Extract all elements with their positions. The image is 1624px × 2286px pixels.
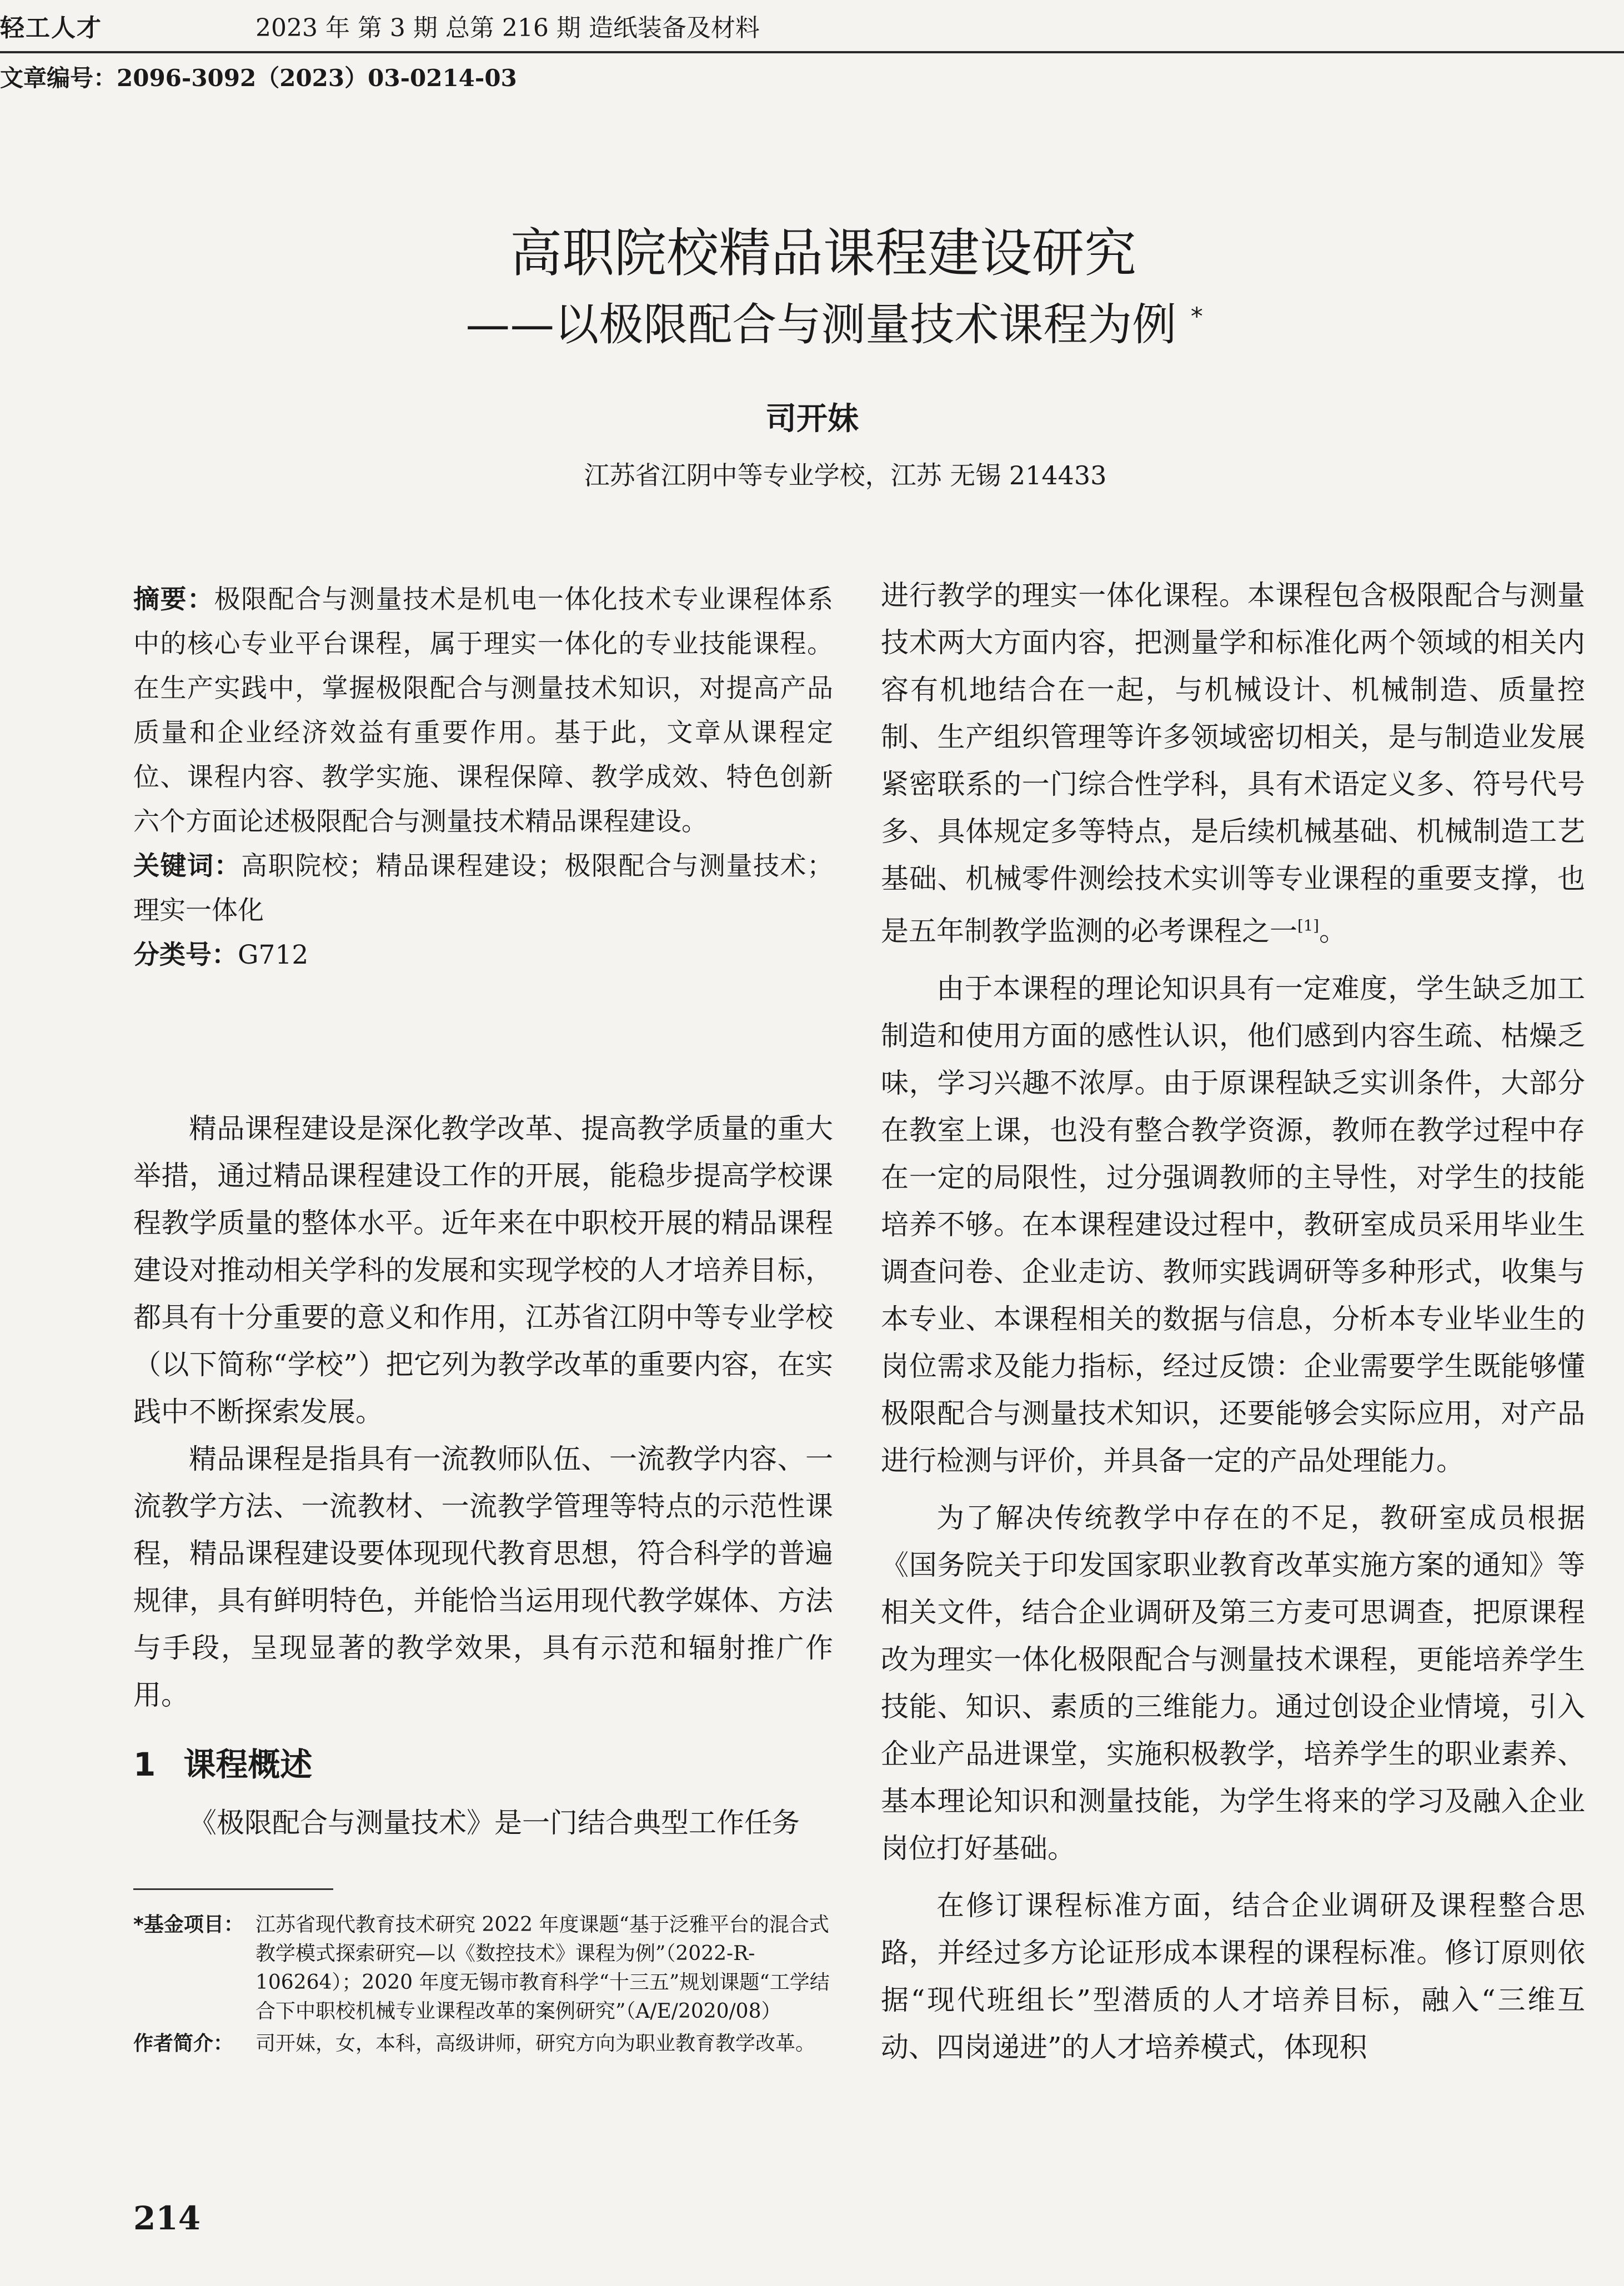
body-paragraph: 精品课程是指具有一流教师队伍、一流教学内容、一流教学方法、一流教材、一流教学管理等特点的示范性课程，精品课程建设要体现现代教育思想，符合科学的普遍规律，具有鲜明特色，并能恰当运用现代教学媒体、方法与手段，呈现显著的教学效果，具有示范和辐射推广作用。 bbox=[133, 1443, 833, 1711]
section-number: 1 bbox=[133, 1746, 156, 1783]
footnote-fund bbox=[133, 1911, 833, 2026]
header-rule bbox=[0, 51, 1624, 53]
subtitle-text: ——以极限配合与测量技术课程为例 bbox=[465, 299, 1177, 350]
author-name: 司开妹 bbox=[765, 401, 859, 437]
body-paragraph bbox=[881, 572, 1585, 955]
body-paragraph: 由于本课程的理论知识具有一定难度，学生缺乏加工制造和使用方面的感性认识，他们感到内容生疏、枯燥乏味，学习兴趣不浓厚。由于原课程缺乏实训条件，大部分在教室上课，也没有整合教学资源，教师在教学过程中存在一定的局限性，过分强调教师的主导性，对学生的技能培养不够。在本课程建设过程中，教研室成员采用毕业生调查问卷、企业走访、教师实践调研等多种形式，收集与本专业、本课程相关的数据与信息，分析本专业毕业生的岗位需求及能力指标，经过反馈：企业需要学生既能够懂极限配合与测量技术知识，还要能够会实际应用，对产品进行检测与评价，并具备一定的产品处理能力。 bbox=[881, 972, 1585, 1477]
abstract-block bbox=[133, 578, 833, 977]
body-paragraph: 为了解决传统教学中存在的不足，教研室成员根据《国务院关于印发国家职业教育改革实施方案的通知》等相关文件，结合企业调研及第三方麦可思调查，把原课程改为理实一体化极限配合与测量技术课程，更能培养学生技能、知识、素质的三维能力。通过创设企业情境，引入企业产品进课堂，实施积极教学，培养学生的职业素养、基本理论知识和测量技能，为学生将来的学习及融入企业岗位打好基础。 bbox=[881, 1501, 1585, 1864]
abstract-text: 极限配合与测量技术是机电一体化技术专业课程体系中的核心专业平台课程，属于理实一体化的专业技能课程。在生产实践中，掌握极限配合与测量技术知识，对提高产品质量和企业经济效益有重要作用。基于此，文章从课程定位、课程内容、教学实施、课程保障、教学成效、特色创新六个方面论述极限配合与测量技术精品课程建设。 bbox=[133, 584, 834, 837]
article-number: 文章编号：2096-3092（2023）03-0214-03 bbox=[0, 64, 517, 92]
footnote-text: 司开妹，女，本科，高级讲师，研究方向为职业教育教学改革。 bbox=[255, 2032, 816, 2055]
abstract-label: 摘要： bbox=[133, 584, 214, 615]
classification-label: 分类号： bbox=[133, 940, 238, 970]
footnote-label: 作者简介： bbox=[133, 2032, 234, 2055]
keywords bbox=[133, 844, 833, 933]
footnote-author bbox=[133, 2029, 833, 2058]
footnotes bbox=[133, 1911, 833, 2062]
keywords-text: 高职院校；精品课程建设；极限配合与测量技术；理实一体化 bbox=[133, 851, 834, 926]
body-paragraph: 精品课程建设是深化教学改革、提高教学质量的重大举措，通过精品课程建设工作的开展，能稳步提高学校课程教学质量的整体水平。近年来在中职校开展的精品课程建设对推动相关学科的发展和实现学校的人才培养目标，都具有十分重要的意义和作用，江苏省江阴中等专业学校（以下简称“学校”）把它列为教学改革的重要内容，在实践中不断探索发展。 bbox=[133, 1112, 833, 1428]
section-heading bbox=[133, 1741, 833, 1788]
footnote-label: *基金项目： bbox=[133, 1913, 244, 1936]
fund-mark: * bbox=[1190, 302, 1203, 331]
journal-name: 轻工人才 bbox=[0, 14, 102, 42]
body-right-column bbox=[881, 572, 1585, 2071]
citation-ref: [1] bbox=[1297, 917, 1319, 935]
author-affiliation: 江苏省江阴中等专业学校，江苏 无锡 214433 bbox=[584, 460, 1107, 490]
issue-info: 2023 年 第 3 期 总第 216 期 造纸装备及材料 bbox=[255, 14, 760, 42]
paragraph-text: 进行教学的理实一体化课程。本课程包含极限配合与测量技术两大方面内容，把测量学和标准化两个领域的相关内容有机地结合在一起，与机械设计、机械制造、质量控制、生产组织管理等许多领域密切相关，是与制造业发展紧密联系的一门综合性学科，具有术语定义多、符号代号多、具体规定多等特点，是后续机械基础、机械制造工艺基础、机械零件测绘技术实训等专业课程的重要支撑，也是五年制教学监测的必考课程之一 bbox=[881, 579, 1585, 948]
body-paragraph: 在修订课程标准方面，结合企业调研及课程整合思路，并经过多方论证形成本课程的课程标准。修订原则依据“现代班组长”型潜质的人才培养目标，融入“三维互动、四岗递进”的人才培养模式，体现积 bbox=[881, 1889, 1585, 2063]
keywords-label: 关键词： bbox=[133, 851, 242, 881]
page-number: 214 bbox=[133, 2199, 201, 2237]
footnote-text: 江苏省现代教育技术研究 2022 年度课题“基于泛雅平台的混合式教学模式探索研究—以《数控技术》课程为例”（2022-R-106264）；2020 年度无锡市教育科学“十三五”规划课题“工学结合下中职校机械专业课程改革的案例研究”（A/E/2020/08） bbox=[255, 1913, 830, 2023]
running-header bbox=[0, 6, 1624, 51]
footnote-rule bbox=[133, 1888, 333, 1890]
paper-subtitle bbox=[0, 289, 1624, 353]
abstract bbox=[133, 578, 833, 844]
classification bbox=[133, 933, 833, 977]
paragraph-end: 。 bbox=[1319, 915, 1347, 948]
section-first-line: 《极限配合与测量技术》是一门结合典型工作任务 bbox=[189, 1807, 800, 1839]
paper-title: 高职院校精品课程建设研究 bbox=[509, 223, 1136, 284]
classification-text: G712 bbox=[238, 940, 309, 970]
body-left-column bbox=[133, 1105, 833, 1847]
section-title: 课程概述 bbox=[183, 1746, 313, 1783]
